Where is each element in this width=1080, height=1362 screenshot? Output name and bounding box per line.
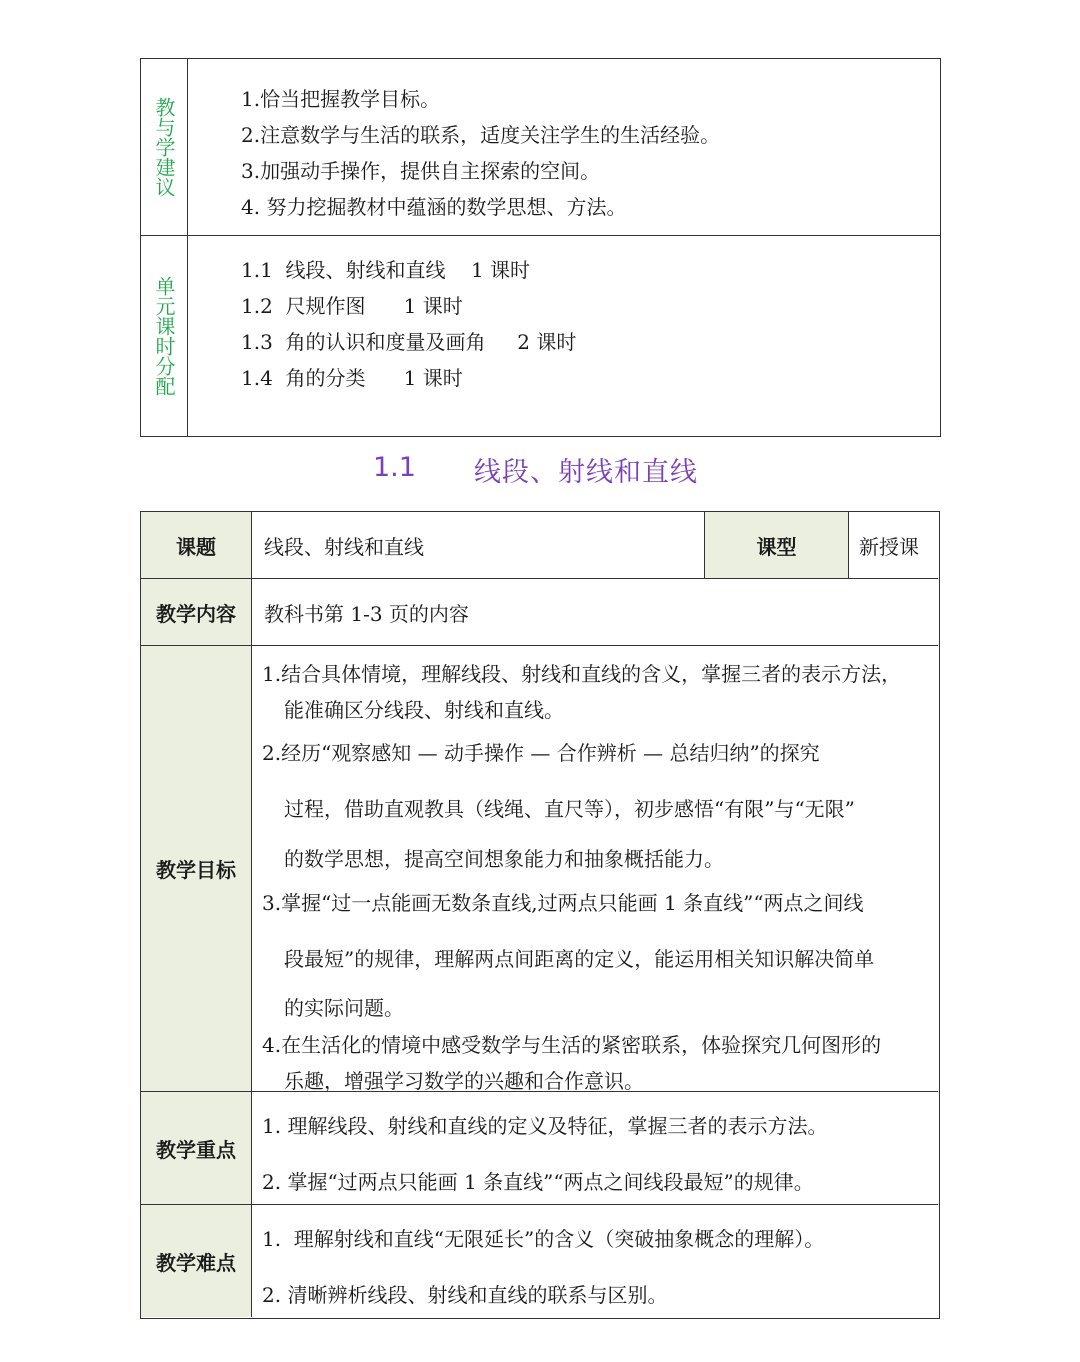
content-label: 教学内容	[156, 601, 236, 626]
schedule-item: 1.3 角的认识和度量及画角 2 课时	[241, 330, 577, 354]
key-point-line: 1. 理解线段、射线和直线的定义及特征，掌握三者的表示方法。	[262, 1114, 828, 1138]
suggestions-label: 教与学建议	[152, 97, 176, 197]
content-label-cell	[141, 579, 252, 646]
objective-line: 段最短”的规律，理解两点间距离的定义，能运用相关知识解决简单	[284, 947, 875, 971]
schedule-list	[241, 252, 930, 396]
objective-line: 1.结合具体情境，理解线段、射线和直线的含义，掌握三者的表示方法，	[262, 662, 902, 686]
objective-line: 的数学思想，提高空间想象能力和抽象概括能力。	[284, 847, 724, 871]
objective-line: 过程，借助直观教具（线绳、直尺等），初步感悟“有限”与“无限”	[284, 797, 855, 821]
schedule-label-cell	[141, 236, 188, 436]
section-number: 1.1	[373, 452, 416, 483]
topic-label: 课题	[176, 534, 216, 559]
teaching-suggestions-table	[140, 58, 941, 437]
key-points-label-cell	[141, 1092, 252, 1205]
difficulties-label: 教学难点	[156, 1250, 236, 1275]
type-label: 课型	[756, 534, 797, 559]
key-points-label: 教学重点	[156, 1137, 236, 1162]
schedule-item: 1.1 线段、射线和直线 1 课时	[241, 258, 531, 282]
suggestion-item: 4. 努力挖掘教材中蕴涵的数学思想、方法。	[241, 195, 627, 219]
topic-value-cell	[252, 512, 705, 579]
section-title: 线段、射线和直线	[474, 457, 698, 488]
difficulties-label-cell	[141, 1205, 252, 1317]
objective-line: 4.在生活化的情境中感受数学与生活的紧密联系，体验探究几何图形的	[262, 1033, 882, 1057]
objective-line: 能准确区分线段、射线和直线。	[284, 698, 564, 722]
schedule-row	[141, 236, 940, 436]
schedule-item: 1.4 角的分类 1 课时	[241, 366, 463, 390]
content-value: 教科书第 1-3 页的内容	[264, 601, 469, 626]
suggestions-list	[241, 81, 930, 225]
suggestion-item: 1.恰当把握教学目标。	[241, 87, 441, 111]
section-heading	[0, 448, 1080, 488]
content-value-cell	[252, 579, 938, 646]
suggestions-label-cell	[141, 59, 188, 235]
objective-line: 3.掌握“过一点能画无数条直线,过两点只能画 1 条直线”“两点之间线	[262, 891, 864, 915]
objectives-label: 教学目标	[156, 858, 236, 882]
schedule-item: 1.2 尺规作图 1 课时	[241, 294, 463, 318]
topic-label-cell	[141, 512, 252, 579]
schedule-label: 单元课时分配	[152, 276, 176, 396]
objectives-label-cell	[141, 646, 252, 1092]
difficulty-line: 2. 清晰辨析线段、射线和直线的联系与区别。	[262, 1283, 668, 1307]
suggestions-row	[141, 59, 940, 236]
objective-line: 的实际问题。	[284, 996, 404, 1020]
difficulty-line: 1. 理解射线和直线“无限延长”的含义（突破抽象概念的理解）。	[262, 1227, 825, 1251]
type-value-cell	[849, 512, 938, 579]
topic-value: 线段、射线和直线	[264, 534, 424, 559]
type-value: 新授课	[859, 534, 919, 559]
suggestion-item: 2.注意数学与生活的联系，适度关注学生的生活经验。	[241, 123, 721, 147]
key-point-line: 2. 掌握“过两点只能画 1 条直线”“两点之间线段最短”的规律。	[262, 1170, 814, 1194]
objective-line: 2.经历“观察感知 — 动手操作 — 合作辨析 — 总结归纳”的探究	[262, 741, 820, 765]
suggestion-item: 3.加强动手操作，提供自主探索的空间。	[241, 159, 601, 183]
type-label-cell	[705, 512, 849, 579]
lesson-plan-table	[140, 511, 940, 1319]
objective-line: 乐趣，增强学习数学的兴趣和合作意识。	[284, 1069, 644, 1093]
